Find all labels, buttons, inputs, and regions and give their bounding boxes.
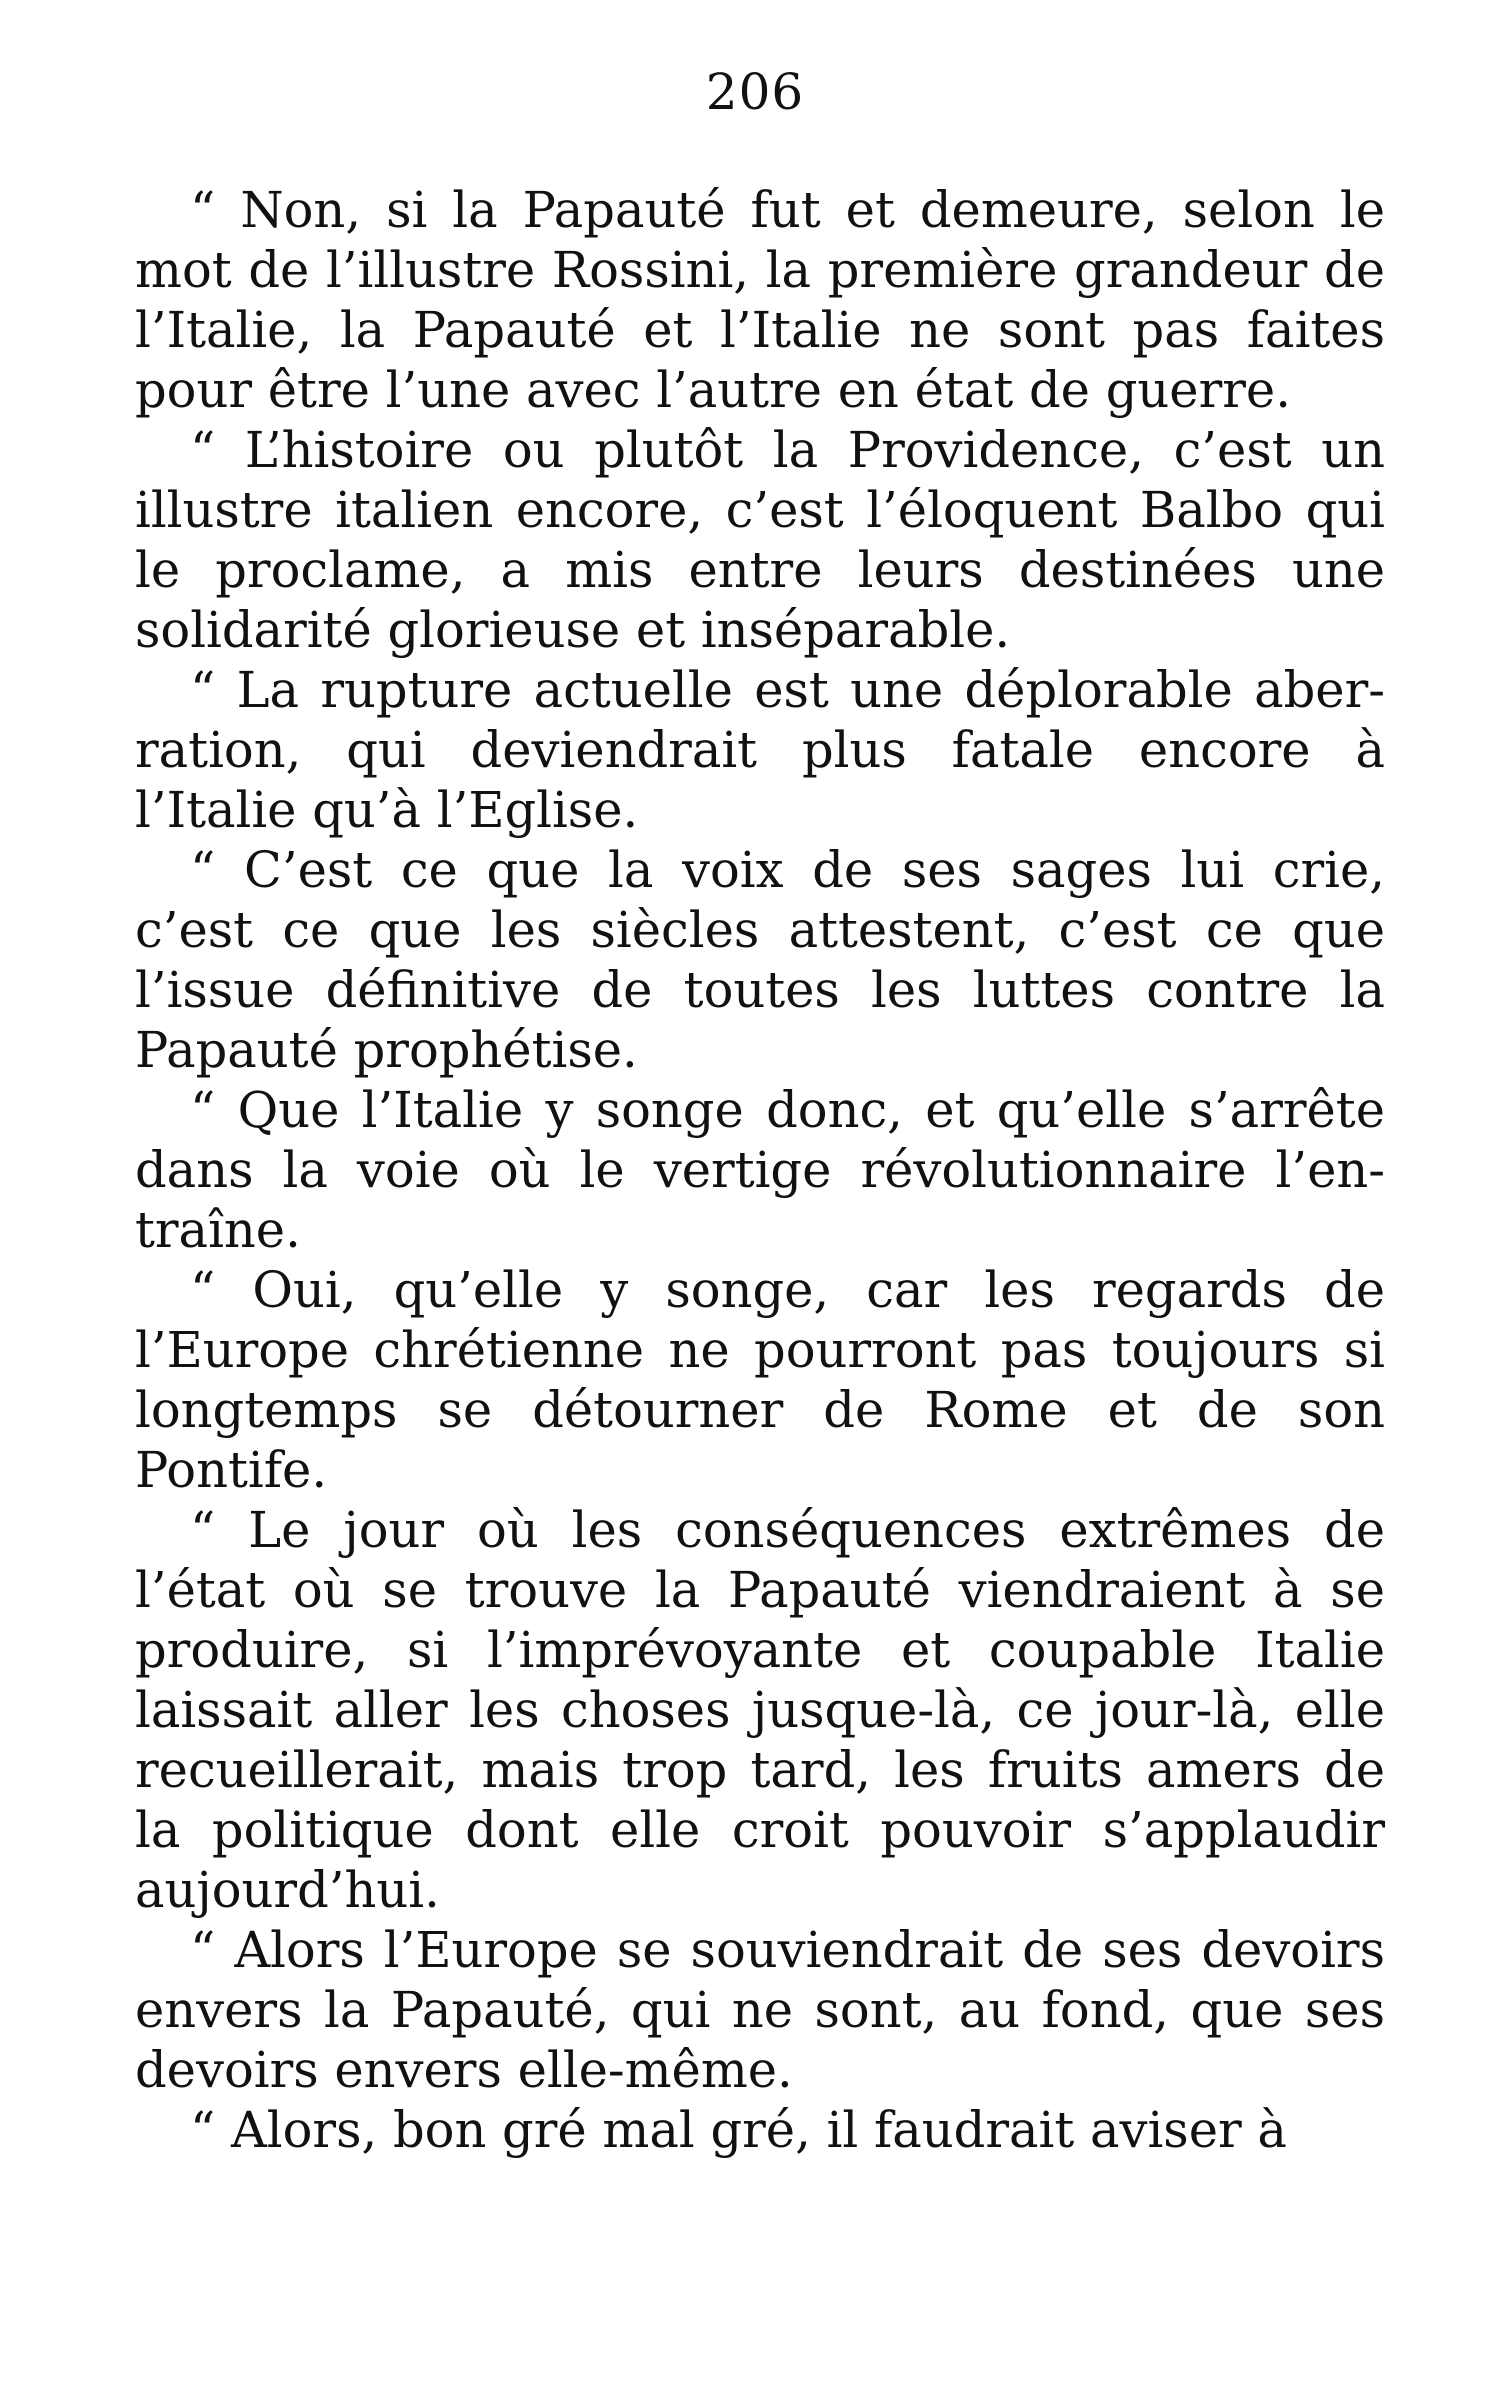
paragraph: “ Alors, bon gré mal gré, il faudrait aviser à: [190, 2101, 1287, 2159]
paragraph: “ Non, si la Papauté fut et demeure, selon le mot de l’illustre Rossini, la première grandeur de l’Italie, la Papauté et l’Italie ne sont pas faites pour être l’une avec l’autre en état de guerre.: [135, 181, 1385, 419]
paragraph: “ C’est ce que la voix de ses sages lui crie, c’est ce que les siècles attestent, c’est ce que l’issue définitive de toutes les luttes contre la Papauté prophétise.: [135, 841, 1385, 1079]
page-number: 206: [705, 63, 805, 121]
paragraph: “ La rupture actuelle est une déplorable aberration, qui deviendrait plus fatale encore à l’Italie qu’à l’Eglise.: [135, 661, 1385, 839]
paragraph: “ Alors l’Europe se souviendrait de ses devoirs envers la Papauté, qui ne sont, au fond, que ses devoirs envers elle-même.: [135, 1921, 1385, 2099]
paragraph: “ Le jour où les conséquences extrêmes de l’état où se trouve la Papauté viendraient à se produire, si l’imprévoyante et coupable Italie laissait aller les choses jusque-là, ce jour-là, elle recueillerait, mais trop tard, les fruits amers de la politique dont elle croit pouvoir s’applaudir aujourd’hui.: [135, 1501, 1385, 1919]
paragraph: “ L’histoire ou plutôt la Providence, c’est un illustre italien encore, c’est l’éloquent Balbo qui le proclame, a mis entre leurs destinées une solidarité glorieuse et inséparable.: [135, 421, 1385, 659]
body-text: [135, 180, 1385, 2160]
paragraph: “ Oui, qu’elle y songe, car les regards de l’Europe chrétienne ne pourront pas toujours si longtemps se détourner de Rome et de son Pontife.: [135, 1261, 1385, 1499]
paragraph: “ Que l’Italie y songe donc, et qu’elle s’arrête dans la voie où le vertige révolutionnaire l’entraîne.: [135, 1081, 1385, 1259]
